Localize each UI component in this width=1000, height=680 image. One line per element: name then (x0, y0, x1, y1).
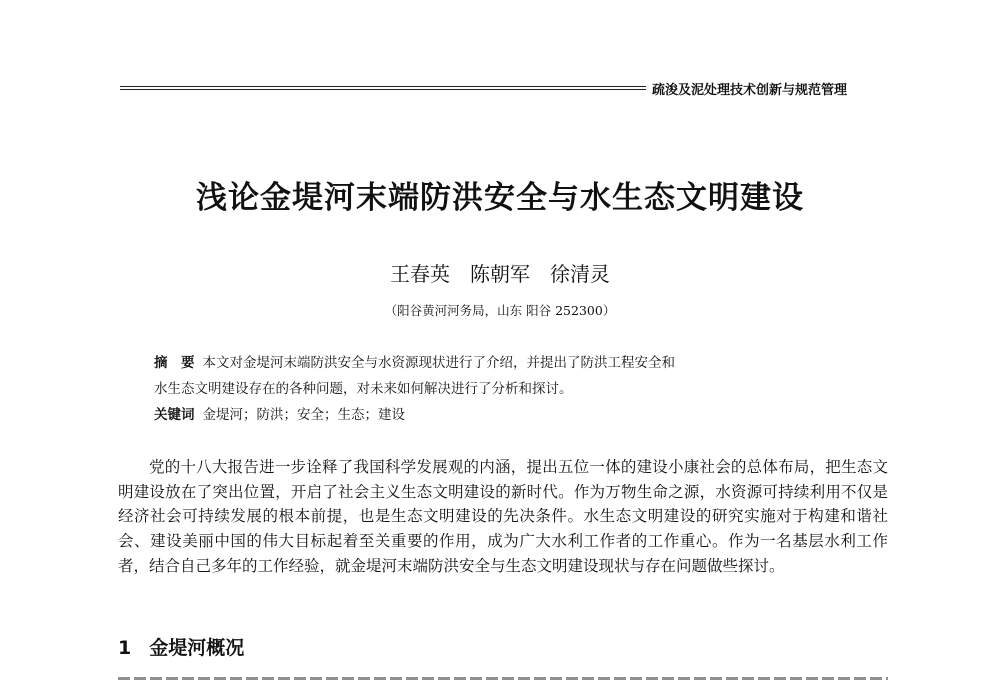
journal-section-name: 疏浚及泥处理技术创新与规范管理 (652, 83, 848, 98)
article-title: 浅论金堤河末端防洪安全与水生态文明建设 (196, 180, 804, 216)
author-affiliation: （阳谷黄河河务局，山东 阳谷 252300） (384, 303, 616, 318)
header-rule-line-top (120, 86, 646, 87)
header-rule-line-bottom (120, 89, 646, 90)
body-text (118, 455, 888, 579)
cut-off-text-line (118, 672, 888, 680)
abstract-text-1: 本文对金堤河末端防洪安全与水资源现状进行了介绍，并提出了防洪工程安全和 (202, 355, 675, 371)
header-rule (120, 86, 646, 91)
section-number: 1 (118, 637, 132, 659)
abstract-block (154, 350, 874, 428)
keywords-line (154, 402, 874, 428)
abstract-label: 摘 要 (154, 355, 195, 371)
abstract-line-1 (154, 350, 874, 376)
section-title: 金堤河概况 (149, 637, 245, 659)
keywords-label: 关键词 (154, 407, 195, 423)
body-paragraph: 党的十八大报告进一步诠释了我国科学发展观的内涵，提出五位一体的建设小康社会的总体布局，把生态文明建设放在了突出位置，开启了社会主义生态文明建设的新时代。作为万物生命之源，水资源可持续利用不仅是经济社会可持续发展的根本前提，也是生态文明建设的先决条件。水生态文明建设的研究实施对于构建和谐社会、建设美丽中国的伟大目标起着至关重要的作用，成为广大水利工作者的工作重心。作为一名基层水利工作者，结合自己多年的工作经验，就金堤河末端防洪安全与生态文明建设现状与存在问题做些探讨。 (118, 458, 888, 575)
keywords-text: 金堤河；防洪；安全；生态；建设 (202, 407, 405, 423)
abstract-text-2: 水生态文明建设存在的各种问题，对未来如何解决进行了分析和探讨。 (154, 381, 573, 397)
section-heading (118, 633, 244, 660)
article-authors: 王春英 陈朝军 徐清灵 (390, 262, 610, 286)
